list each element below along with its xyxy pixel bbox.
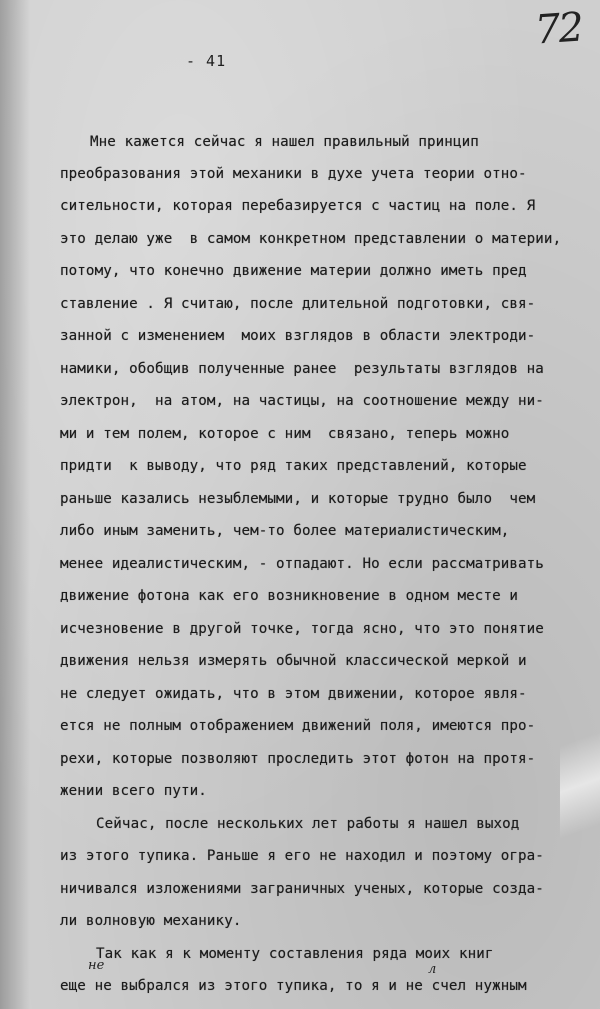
text-line: движения нельзя измерять обычной классической меркой и [60, 653, 527, 669]
text-line: из этого тупика. Раньше я его не находил и поэтому огра- [60, 848, 544, 864]
text-line: жении всего пути. [60, 783, 207, 799]
text-line: Так как я к моменту составления ряда моих книг [96, 946, 494, 962]
page-edge-shadow [0, 0, 30, 1009]
text-line: раньше казались незыблемыми, и которые трудно было чем [60, 491, 536, 507]
text-line: еще не выбрался из этого тупика, то я и не счел нужным [60, 978, 527, 994]
text-line: ется не полным отображением движений поля, имеются про- [60, 718, 536, 734]
text-line: электрон, на атом, на частицы, на соотношение между ни- [60, 393, 544, 409]
text-line: рехи, которые позволяют проследить этот фотон на протя- [60, 751, 536, 767]
paper-damage [560, 700, 600, 840]
text-line: занной с изменением моих взглядов в области электроди- [60, 328, 536, 344]
text-line: исчезновение в другой точке, тогда ясно, что это понятие [60, 621, 544, 637]
text-line: движение фотона как его возникновение в одном месте и [60, 588, 519, 604]
text-line: ставление . Я считаю, после длительной подготовки, свя- [60, 296, 536, 312]
text-line: придти к выводу, что ряд таких представлений, которые [60, 458, 527, 474]
text-line: ничивался изложениями заграничных ученых, которые созда- [60, 881, 544, 897]
handwritten-mark: л [428, 962, 437, 977]
text-line: не следует ожидать, что в этом движении, которое явля- [60, 686, 527, 702]
text-line: менее идеалистическим, - отпадают. Но если рассматривать [60, 556, 544, 572]
text-line: Сейчас, после нескольких лет работы я нашел выход [96, 816, 520, 832]
page-number: - 41 [186, 52, 227, 70]
text-line: ми и тем полем, которое с ним связано, теперь можно [60, 426, 510, 442]
text-line: намики, обобщив полученные ранее результаты взглядов на [60, 361, 544, 377]
text-line: потому, что конечно движение материи должно иметь пред [60, 263, 527, 279]
text-line: либо иным заменить, чем-то более материалистическим, [60, 523, 510, 539]
text-line: преобразования этой механики в духе учета теории отно- [60, 166, 527, 182]
text-line: это делаю уже в самом конкретном представлении о материи, [60, 231, 562, 247]
text-line: ли волновую механику. [60, 913, 242, 929]
text-line: Мне кажется сейчас я нашел правильный принцип [90, 134, 479, 150]
archive-folio-number: 72 [533, 4, 584, 54]
text-line: сительности, которая перебазируется с частиц на поле. Я [60, 198, 536, 214]
handwritten-insertion: не [88, 958, 105, 973]
